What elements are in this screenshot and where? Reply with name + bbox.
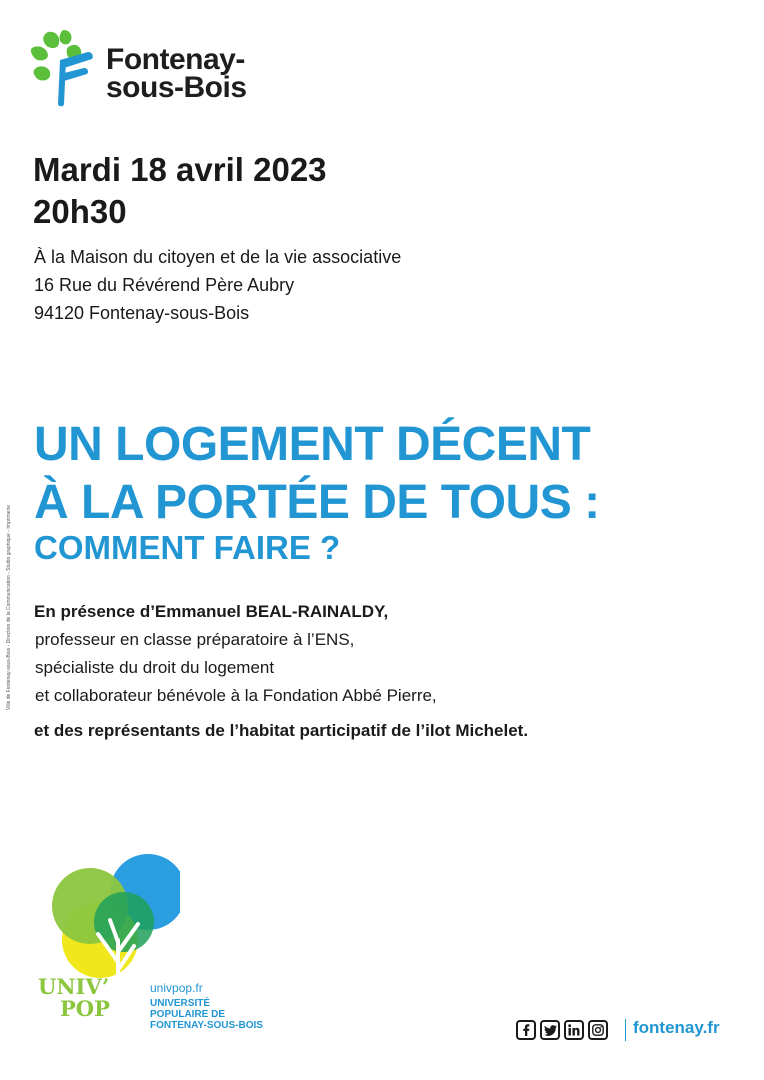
univpop-fullname (150, 998, 263, 1031)
title-line-3: COMMENT FAIRE ? (34, 529, 341, 566)
univpop-word-1: UNIV’ (38, 974, 110, 999)
event-date: Mardi 18 avril 2023 (33, 151, 327, 188)
participants-line: et des représentants de l’habitat participatif de l’ilot Michelet. (34, 721, 529, 740)
speaker-line-2: professeur en classe préparatoire à l’ENS, (35, 630, 355, 649)
city-logo-line1: Fontenay- (106, 43, 245, 76)
speaker-line-3: spécialiste du droit du logement (35, 658, 275, 677)
facebook-icon[interactable] (516, 1020, 536, 1040)
social-links (516, 1020, 608, 1040)
website-link[interactable]: fontenay.fr (633, 1018, 720, 1037)
venue-line-1: À la Maison du citoyen et de la vie associative (34, 247, 402, 267)
speaker-line-4: et collaborateur bénévole à la Fondation Abbé Pierre, (35, 686, 437, 705)
univpop-name-1: UNIVERSITÉ (150, 998, 211, 1009)
title-line-2: À LA PORTÉE DE TOUS : (34, 476, 600, 529)
fontenay-logo-icon (30, 30, 100, 108)
city-logo-line2: sous-Bois (106, 71, 247, 104)
univpop-word-2: POP (60, 996, 110, 1021)
print-credit: Ville de Fontenay-sous-Bois - Direction de la Communication - Studio graphique - Imprimerie (6, 505, 12, 710)
venue-line-3: 94120 Fontenay-sous-Bois (34, 303, 250, 323)
speaker-intro: En présence d’Emmanuel BEAL-RAINALDY, (34, 602, 389, 621)
poster-title (34, 416, 600, 568)
venue-line-2: 16 Rue du Révérend Père Aubry (34, 275, 295, 295)
event-time: 20h30 (33, 193, 127, 230)
footer-divider (625, 1019, 626, 1041)
univpop-wordmark (38, 976, 110, 1020)
univpop-name-2: POPULAIRE DE (150, 1009, 226, 1020)
instagram-icon[interactable] (588, 1020, 608, 1040)
univpop-url[interactable]: univpop.fr (150, 981, 203, 995)
univpop-name-3: FONTENAY-SOUS-BOIS (150, 1020, 263, 1031)
twitter-icon[interactable] (540, 1020, 560, 1040)
linkedin-icon[interactable] (564, 1020, 584, 1040)
event-venue (34, 243, 401, 327)
speaker-block (34, 598, 437, 710)
title-line-1: UN LOGEMENT DÉCENT (34, 418, 591, 471)
city-logo-text (106, 43, 247, 104)
